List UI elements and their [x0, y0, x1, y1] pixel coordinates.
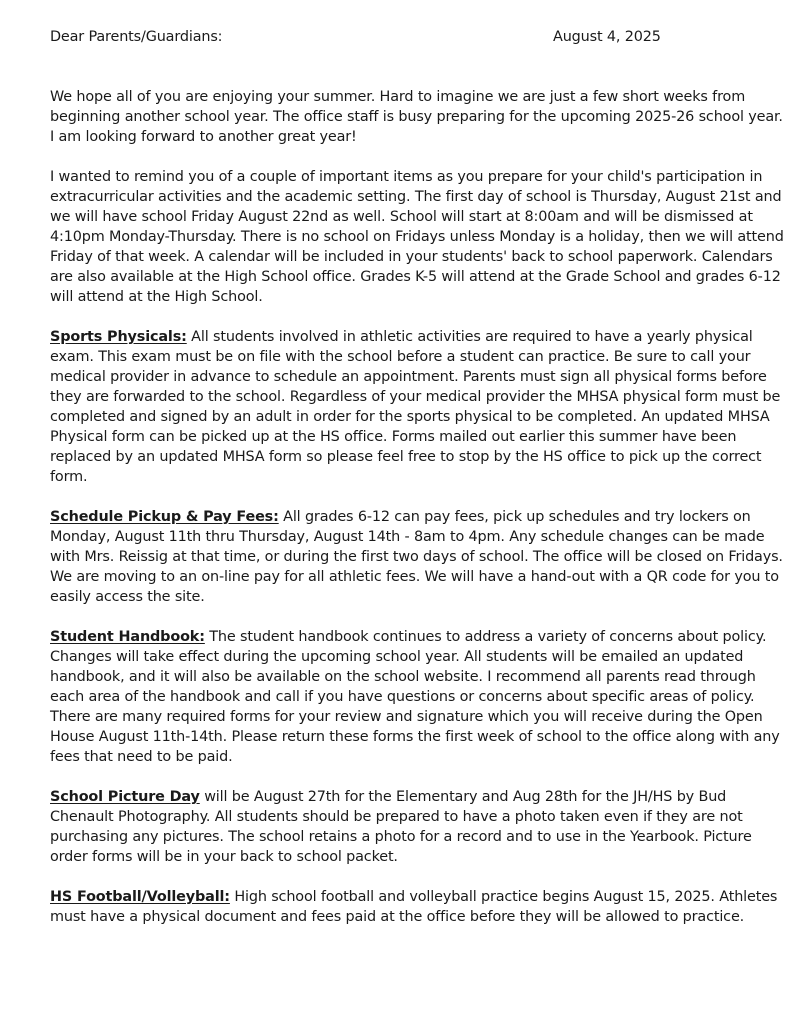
section-body: High school football and volleyball practice begins August 15, 2025. Athletes must have a physical document and fees paid at the office before they will be allowed to practice. [50, 889, 778, 925]
letter-page [50, 27, 790, 927]
section-schedule-pickup [50, 507, 790, 607]
salutation: Dear Parents/Guardians: [50, 29, 223, 45]
section-heading: Sports Physicals: [50, 329, 187, 345]
reminder-paragraph: I wanted to remind you of a couple of important items as you prepare for your child's participation in extracurricular activities and the academic setting. The first day of school is Thursday, August 21st and we will have school Friday August 22nd as well. School will start at 8:00am and will be dismissed at 4:10pm Monday-Thursday. There is no school on Fridays unless Monday is a holiday, then we will attend Friday of that week. A calendar will be included in your students' back to school paperwork. Calendars are also available at the High School office. Grades K-5 will attend at the Grade School and grades 6-12 will attend at the High School. [50, 169, 784, 305]
section-student-handbook [50, 627, 790, 767]
section-heading: HS Football/Volleyball: [50, 889, 230, 905]
section-body: All students involved in athletic activities are required to have a yearly physical exam. This exam must be on file with the school before a student can practice. Be sure to call your medical provider in advance to schedule an appointment. Parents must sign all physical forms before they are forwarded to the school. Regardless of your medical provider the MHSA physical form must be completed and signed by an adult in order for the sports physical to be completed. An updated MHSA Physical form can be picked up at the HS office. Forms mailed out earlier this summer have been replaced by an updated MHSA form so please feel free to stop by the HS office to pick up the correct form. [50, 329, 781, 485]
section-body: The student handbook continues to address a variety of concerns about policy. Changes will take effect during the upcoming school year. All students will be emailed an updated handbook, and it will also be available on the school website. I recommend all parents read through each area of the handbook and call if you have questions or concerns about specific areas of policy. There are many required forms for your review and signature which you will receive during the Open House August 11th-14th. Please return these forms the first week of school to the office along with any fees that need to be paid. [50, 629, 780, 765]
letter-date: August 4, 2025 [553, 29, 661, 45]
section-heading: Student Handbook: [50, 629, 205, 645]
intro-paragraph: We hope all of you are enjoying your summer. Hard to imagine we are just a few short weeks from beginning another school year. The office staff is busy preparing for the upcoming 2025-26 school year. I am looking forward to another great year! [50, 89, 783, 145]
section-heading: Schedule Pickup & Pay Fees: [50, 509, 279, 525]
section-body: will be August 27th for the Elementary and Aug 28th for the JH/HS by Bud Chenault Photography. All students should be prepared to have a photo taken even if they are not purchasing any pictures. The school retains a photo for a record and to use in the Yearbook. Picture order forms will be in your back to school packet. [50, 789, 752, 865]
section-football-volleyball [50, 887, 790, 927]
section-picture-day [50, 787, 790, 867]
section-sports-physicals [50, 327, 790, 487]
letter-header [50, 27, 790, 47]
section-heading: School Picture Day [50, 789, 200, 805]
section-body: All grades 6-12 can pay fees, pick up schedules and try lockers on Monday, August 11th thru Thursday, August 14th - 8am to 4pm. Any schedule changes can be made with Mrs. Reissig at that time, or during the first two days of school. The office will be closed on Fridays. We are moving to an on-line pay for all athletic fees. We will have a hand-out with a QR code for you to easily access the site. [50, 509, 783, 605]
